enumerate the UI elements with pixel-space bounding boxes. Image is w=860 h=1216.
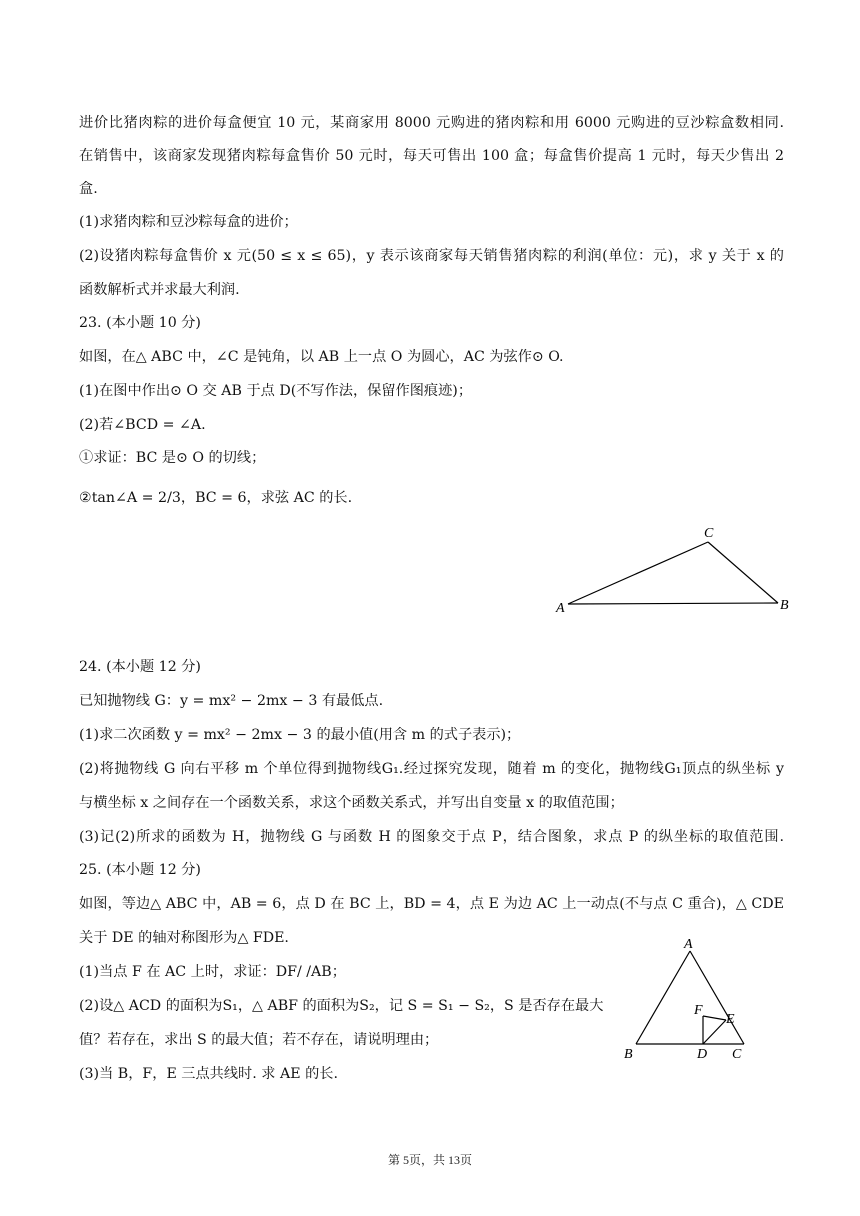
text-line: (2)将抛物线 G 向右平移 m 个单位得到抛物线G₁.经过探究发现，随着 m 的变化，抛物线G₁顶点的纵坐标 y [79,761,784,777]
text-line: 如图，在△ ABC 中，∠C 是钝角，以 AB 上一点 O 为圆心，AC 为弦作⊙ O. [79,349,564,365]
text-line: (2)设△ ACD 的面积为S₁，△ ABF 的面积为S₂，记 S = S₁ − S₂，S 是否存在最大 [79,998,604,1014]
text-line: (3)当 B，F，E 三点共线时. 求 AE 的长. [79,1066,338,1082]
label-e: E [726,1012,735,1027]
label-d: D [697,1047,708,1062]
page-footer: 第 5页，共 13页 [387,1153,472,1167]
label-f: F [694,1003,703,1018]
label-a: A [684,937,693,952]
label-c: C [732,1047,742,1062]
text-line: (1)在图中作出⊙ O 交 AB 于点 D(不写作法，保留作图痕迹)； [79,383,473,399]
text-line: ②tan∠A = 2/3，BC = 6，求弦 AC 的长. [79,490,353,506]
text-line: (1)求猪肉粽和豆沙粽每盒的进价； [79,214,298,230]
text-line: (1)当点 F 在 AC 上时，求证：DF/ /AB； [79,964,346,980]
text-line: 进价比猪肉粽的进价每盒便宜 10 元，某商家用 8000 元购进的猪肉粽和用 6000 元购进的豆沙粽盒数相同. [79,115,784,131]
equilateral-triangle-figure [620,934,760,1064]
label-a: A [556,601,565,616]
text-line: (2)若∠BCD = ∠A. [79,417,206,433]
text-line: 盒. [79,181,98,197]
question-heading: 24. (本小题 12 分) [79,659,201,675]
question-heading: 25. (本小题 12 分) [79,862,201,878]
question-heading: 23. (本小题 10 分) [79,315,201,331]
text-line: (3)记(2)所求的函数为 H，抛物线 G 与函数 H 的图象交于点 P，结合图象，求点 P 的纵坐标的取值范围. [79,829,784,845]
text-line: 已知抛物线 G：y = mx² − 2mx − 3 有最低点. [79,693,384,709]
text-line: 值？若存在，求出 S 的最大值；若不存在，请说明理由； [79,1032,439,1048]
text-line: 如图，等边△ ABC 中，AB = 6，点 D 在 BC 上，BD = 4，点 E 为边 AC 上一动点(不与点 C 重合)，△ CDE [79,896,784,912]
label-b: B [624,1047,633,1062]
text-line: 在销售中，该商家发现猪肉粽每盒售价 50 元时，每天可售出 100 盒；每盒售价提高 1 元时，每天少售出 2 [79,148,784,164]
text-line: (1)求二次函数 y = mx² − 2mx − 3 的最小值(用含 m 的式子表示)； [79,727,521,743]
label-b: B [780,598,789,613]
triangle-figure-abc [550,522,800,618]
label-c: C [704,526,714,541]
text-line: 关于 DE 的轴对称图形为△ FDE. [79,930,289,946]
text-line: (2)设猪肉粽每盒售价 x 元(50 ≤ x ≤ 65)，y 表示该商家每天销售猪肉粽的利润(单位：元)，求 y 关于 x 的 [79,248,784,264]
text-line: 函数解析式并求最大利润. [79,282,240,298]
text-line: ①求证：BC 是⊙ O 的切线； [79,450,266,466]
text-line: 与横坐标 x 之间存在一个函数关系，求这个函数关系式，并写出自变量 x 的取值范围； [79,795,624,811]
